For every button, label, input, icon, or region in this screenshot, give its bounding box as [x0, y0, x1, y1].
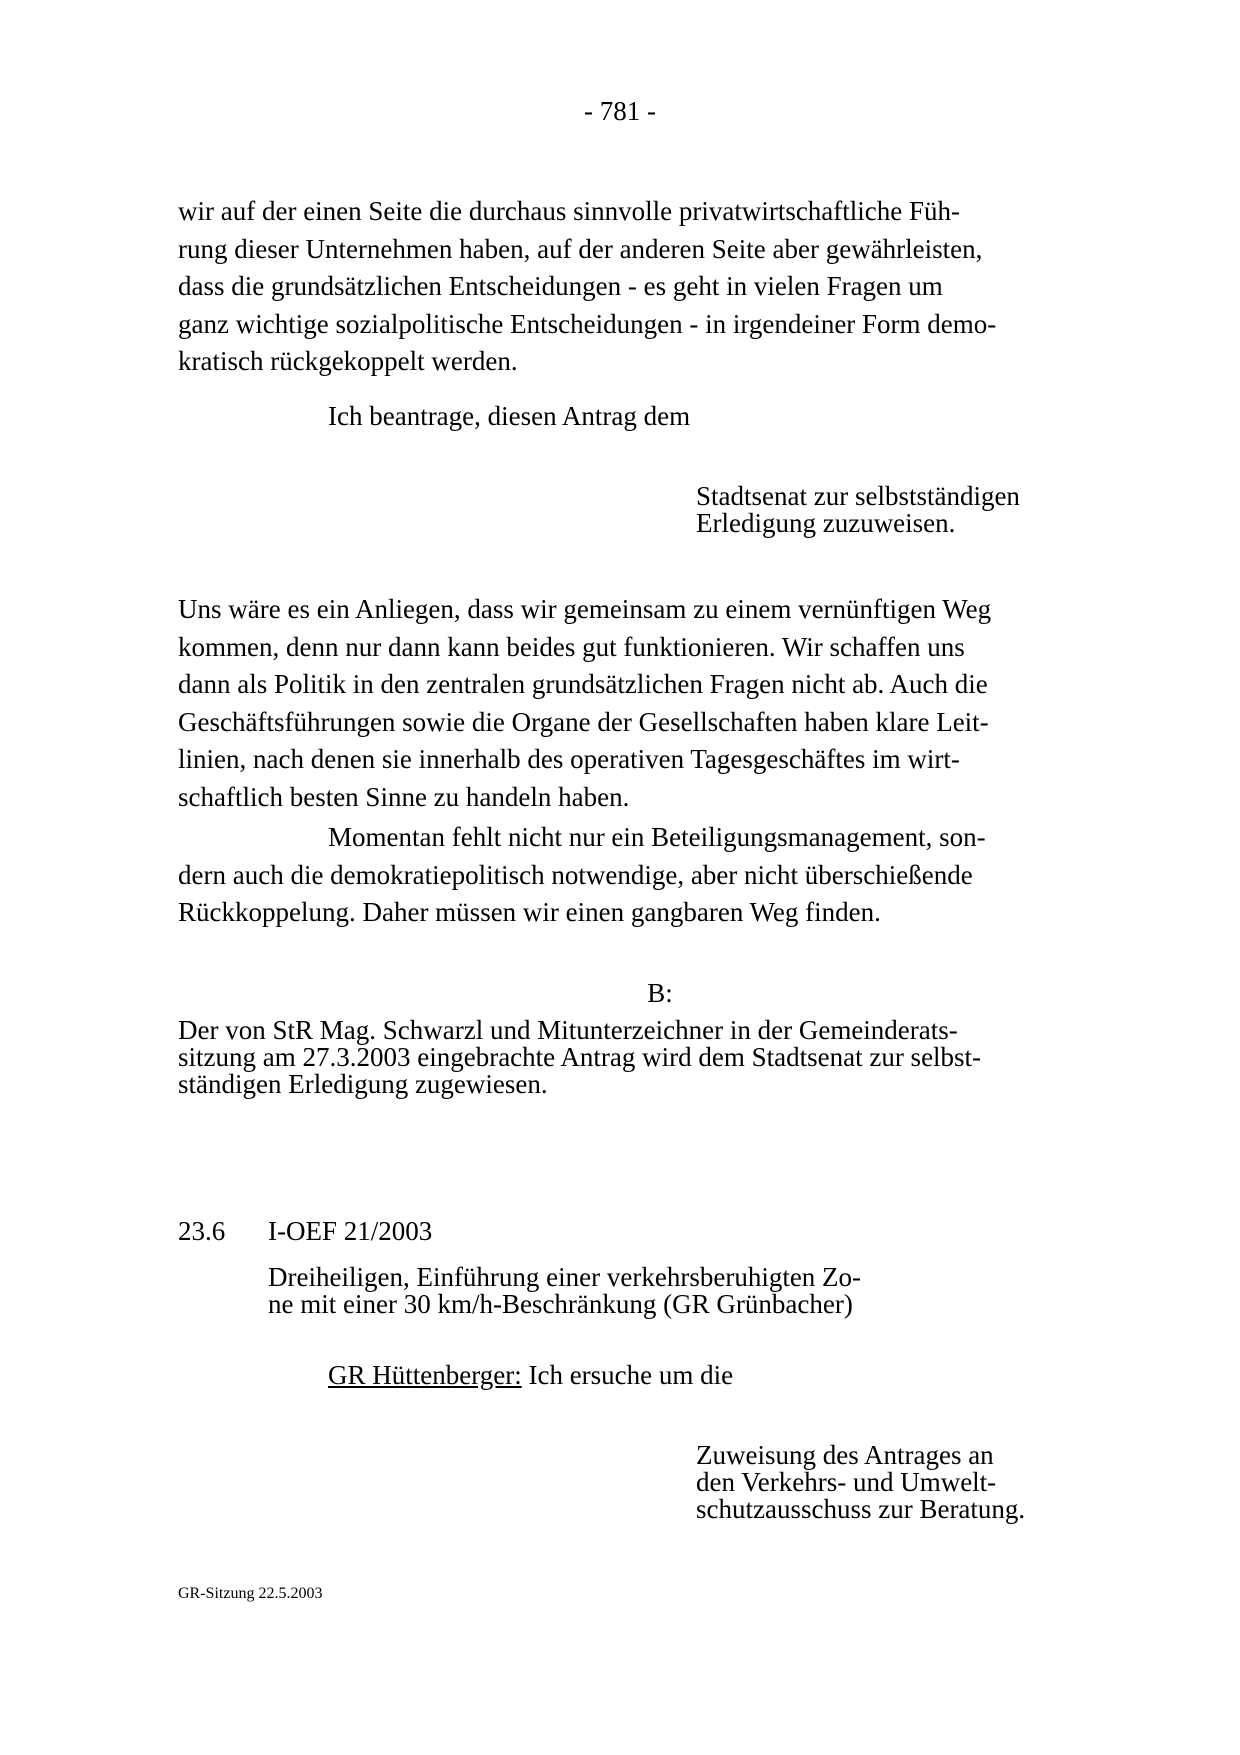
item-title-line: Dreiheiligen, Einführung einer verkehrsberuhigten Zo-: [268, 1262, 862, 1292]
paragraph-line: Geschäftsführungen sowie die Organe der Gesellschaften haben klare Leit-: [178, 706, 989, 737]
agenda-item-code: I-OEF 21/2003: [268, 1216, 433, 1246]
speaker-text: Ich ersuche um die: [521, 1360, 734, 1390]
paragraph-continuation: [178, 193, 1070, 381]
resolution-line: ständigen Erledigung zugewiesen.: [178, 1069, 548, 1099]
resolution-line: sitzung am 27.3.2003 eingebrachte Antrag wird dem Stadtsenat zur selbst-: [178, 1042, 982, 1072]
item-target-line: schutzausschuss zur Beratung.: [696, 1494, 1026, 1524]
motion-target-line: Erledigung zuzuweisen.: [696, 508, 956, 538]
resolution-line: Der von StR Mag. Schwarzl und Mitunterzeichner in der Gemeinderats-: [178, 1015, 958, 1045]
paragraph-line: wir auf der einen Seite die durchaus sinnvolle privatwirtschaftliche Füh-: [178, 196, 961, 226]
speaker-name: GR Hüttenberger:: [328, 1360, 522, 1390]
page-footer: GR-Sitzung 22.5.2003: [178, 1585, 323, 1602]
section-b-label: B:: [647, 978, 673, 1008]
agenda-item-title: [268, 1264, 948, 1318]
item-target-line: Zuweisung des Antrages an: [696, 1440, 994, 1470]
paragraph-line: ganz wichtige sozialpolitische Entscheidungen - in irgendeiner Form demo-: [178, 308, 997, 339]
paragraph-line: kratisch rückgekoppelt werden.: [178, 346, 518, 376]
paragraph-line: dann als Politik in den zentralen grundsätzlichen Fragen nicht ab. Auch die: [178, 669, 988, 699]
page-number: - 781 -: [584, 96, 656, 126]
paragraph-line: dern auch die demokratiepolitisch notwendige, aber nicht überschießende: [178, 859, 973, 890]
speaker-statement: [328, 1358, 733, 1392]
paragraph-line: Uns wäre es ein Anliegen, dass wir gemeinsam zu einem vernünftigen Weg: [178, 594, 992, 624]
paragraph-line: linien, nach denen sie innerhalb des operativen Tagesgeschäftes im wirt-: [178, 744, 960, 774]
paragraph-conclusion: [178, 819, 1070, 932]
paragraph-line: kommen, denn nur dann kann beides gut funktionieren. Wir schaffen uns: [178, 631, 965, 662]
paragraph-line: Momentan fehlt nicht nur ein Beteiligungsmanagement, son-: [328, 822, 986, 852]
motion-target: [696, 483, 1096, 537]
paragraph-line: Rückkoppelung. Daher müssen wir einen gangbaren Weg finden.: [178, 897, 881, 927]
item-target-line: den Verkehrs- und Umwelt-: [696, 1467, 997, 1497]
section-b-resolution: [178, 1017, 1070, 1098]
paragraph-line: dass die grundsätzlichen Entscheidungen - es geht in vielen Fragen um: [178, 271, 943, 301]
item-target: [696, 1442, 1096, 1523]
motion-target-line: Stadtsenat zur selbstständigen: [696, 481, 1020, 511]
agenda-item-number: 23.6: [178, 1216, 226, 1246]
paragraph-line: schaftlich besten Sinne zu handeln haben.: [178, 781, 630, 812]
paragraph-line: rung dieser Unternehmen haben, auf der anderen Seite aber gewährleisten,: [178, 233, 983, 264]
item-title-line: ne mit einer 30 km/h-Beschränkung (GR Grünbacher): [268, 1289, 853, 1319]
motion-intro: Ich beantrage, diesen Antrag dem: [328, 401, 691, 431]
paragraph-concern: [178, 591, 1070, 816]
